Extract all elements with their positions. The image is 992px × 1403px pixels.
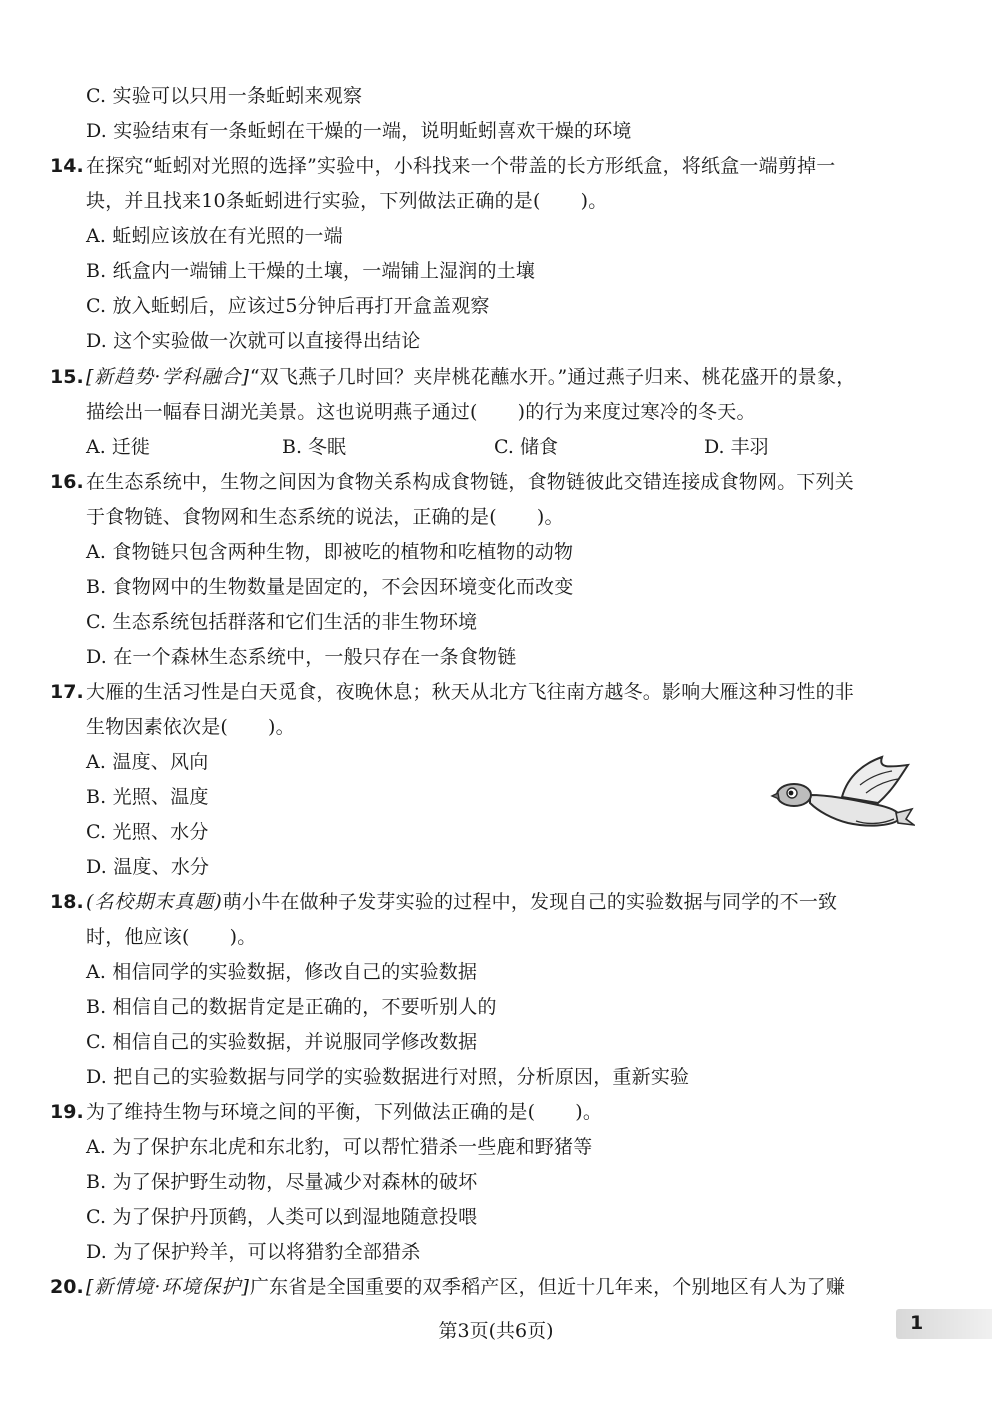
q17-option-c: C. 光照、水分 <box>86 821 209 843</box>
q17-option-a: A. 温度、风向 <box>86 751 209 773</box>
q20-tag: [新情境·环境保护] <box>86 1276 250 1298</box>
q14-number: 14. <box>50 155 84 177</box>
q19-option-c: C. 为了保护丹顶鹤，人类可以到湿地随意投喂 <box>86 1206 478 1228</box>
page-number-footer: 第3页(共6页) <box>438 1320 554 1342</box>
q16-number: 16. <box>50 471 84 493</box>
q17-stem-line2: 生物因素依次是( )。 <box>86 716 295 738</box>
q16-option-a: A. 食物链只包含两种生物，即被吃的植物和吃植物的动物 <box>86 541 574 563</box>
q17-stem-line1: 大雁的生活习性是白天觅食，夜晚休息；秋天从北方飞往南方越冬。影响大雁这种习性的非 <box>86 681 855 703</box>
q15-stem-line1: [新趋势·学科融合]“双飞燕子几时回？夹岸桃花蘸水开。”通过燕子归来、桃花盛开的景象， <box>86 366 856 388</box>
q18-tag: (名校期末真题) <box>86 891 223 913</box>
q15-option-c: C. 储食 <box>494 436 558 458</box>
q16-stem-line2: 于食物链、食物网和生态系统的说法，正确的是( )。 <box>86 506 564 528</box>
q14-stem-line1: 在探究“蚯蚓对光照的选择”实验中，小科找来一个带盖的长方形纸盒，将纸盒一端剪掉一 <box>86 155 836 177</box>
q20-stem-line1: [新情境·环境保护]广东省是全国重要的双季稻产区，但近十几年来，个别地区有人为了赚 <box>86 1276 846 1298</box>
q18-option-c: C. 相信自己的实验数据，并说服同学修改数据 <box>86 1031 478 1053</box>
q18-option-b: B. 相信自己的数据肯定是正确的，不要听别人的 <box>86 996 497 1018</box>
q16-option-d: D. 在一个森林生态系统中，一般只存在一条食物链 <box>86 646 517 668</box>
q15-number: 15. <box>50 366 84 388</box>
q18-stem-line2: 时，他应该( )。 <box>86 926 257 948</box>
q19-stem-line1: 为了维持生物与环境之间的平衡，下列做法正确的是( )。 <box>86 1101 603 1123</box>
q19-option-a: A. 为了保护东北虎和东北豹，可以帮忙猎杀一些鹿和野猪等 <box>86 1136 593 1158</box>
page-badge-number: 1 <box>910 1312 924 1334</box>
q14-stem-line2: 块，并且找来10条蚯蚓进行实验，下列做法正确的是( )。 <box>86 190 608 212</box>
q13-option-d: D. 实验结束有一条蚯蚓在干燥的一端，说明蚯蚓喜欢干燥的环境 <box>86 120 632 142</box>
q16-option-b: B. 食物网中的生物数量是固定的，不会因环境变化而改变 <box>86 576 574 598</box>
q15-tag: [新趋势·学科融合] <box>86 366 250 388</box>
q16-option-c: C. 生态系统包括群落和它们生活的非生物环境 <box>86 611 478 633</box>
q15-option-d: D. 丰羽 <box>704 436 769 458</box>
q14-option-a: A. 蚯蚓应该放在有光照的一端 <box>86 225 343 247</box>
q18-stem-line1: (名校期末真题)萌小牛在做种子发芽实验的过程中，发现自己的实验数据与同学的不一致 <box>86 891 838 913</box>
flying-goose-illustration <box>770 755 915 840</box>
q18-option-a: A. 相信同学的实验数据，修改自己的实验数据 <box>86 961 478 983</box>
wing-shape <box>842 757 908 803</box>
q19-option-b: B. 为了保护野生动物，尽量减少对森林的破坏 <box>86 1171 478 1193</box>
q18-number: 18. <box>50 891 84 913</box>
q18-option-d: D. 把自己的实验数据与同学的实验数据进行对照，分析原因，重新实验 <box>86 1066 690 1088</box>
q14-option-d: D. 这个实验做一次就可以直接得出结论 <box>86 330 421 352</box>
tail-shape <box>896 809 914 825</box>
eye-pupil <box>789 791 794 796</box>
q15-stem-line2: 描绘出一幅春日湖光美景。这也说明燕子通过( )的行为来度过寒冷的冬天。 <box>86 401 756 423</box>
q13-option-c: C. 实验可以只用一条蚯蚓来观察 <box>86 85 363 107</box>
q14-option-c: C. 放入蚯蚓后，应该过5分钟后再打开盒盖观察 <box>86 295 490 317</box>
page-badge <box>896 1309 992 1339</box>
q15-option-b: B. 冬眠 <box>282 436 347 458</box>
q19-option-d: D. 为了保护羚羊，可以将猎豹全部猎杀 <box>86 1241 421 1263</box>
q17-option-b: B. 光照、温度 <box>86 786 209 808</box>
q17-option-d: D. 温度、水分 <box>86 856 210 878</box>
q16-stem-line1: 在生态系统中，生物之间因为食物关系构成食物链，食物链彼此交错连接成食物网。下列关 <box>86 471 855 493</box>
q14-option-b: B. 纸盒内一端铺上干燥的土壤，一端铺上湿润的土壤 <box>86 260 536 282</box>
q20-number: 20. <box>50 1276 84 1298</box>
beak-shape <box>772 793 779 799</box>
q17-number: 17. <box>50 681 84 703</box>
q15-option-a: A. 迁徙 <box>86 436 150 458</box>
q19-number: 19. <box>50 1101 84 1123</box>
